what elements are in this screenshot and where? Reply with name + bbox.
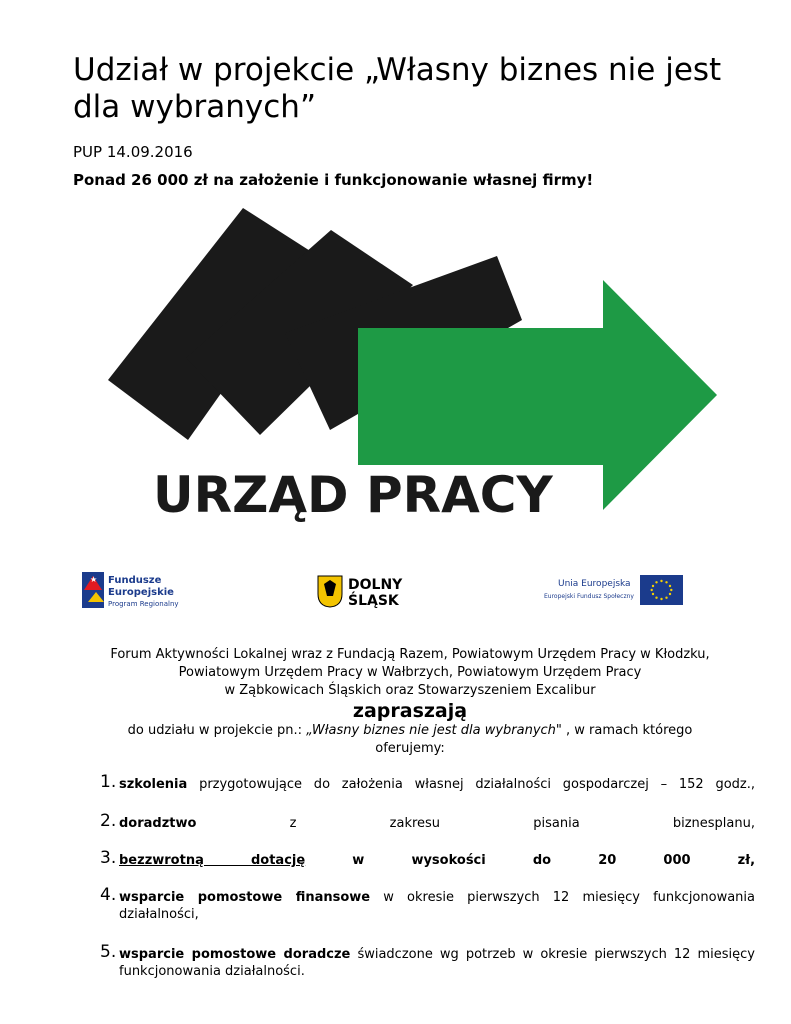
- unia-europejska-logo: [540, 574, 685, 606]
- svg-text:Program Regionalny: Program Regionalny: [108, 600, 179, 608]
- dolny-slask-logo: [316, 574, 426, 608]
- svg-text:★: ★: [90, 575, 98, 584]
- list-item: 5. wsparcie pomostowe doradcze świadczone wg potrzeb w okresie pierwszych 12 miesięcy funkcjonowania działalności.: [100, 942, 755, 979]
- urzad-pracy-logo: [100, 200, 720, 530]
- page-title: Udział w projekcie „Własny biznes nie jest dla wybranych”: [73, 52, 722, 125]
- urzad-pracy-wordmark: URZĄD PRACY: [153, 466, 553, 524]
- svg-text:DOLNY: DOLNY: [348, 577, 403, 593]
- project-name: „Własny biznes nie jest dla wybranych: [306, 723, 556, 738]
- offers-list: [100, 772, 756, 980]
- urzad-pracy-logo-graphic: [100, 200, 720, 530]
- publication-date: PUP 14.09.2016: [73, 143, 193, 161]
- list-item: 1. szkolenia przygotowujące do założenia własnej działalności gospodarczej – 152 godz.,: [100, 772, 755, 792]
- svg-text:Unia Europejska: Unia Europejska: [558, 579, 631, 589]
- list-item: 4. wsparcie pomostowe finansowe w okresie pierwszych 12 miesięcy funkcjonowania działalności,: [100, 885, 755, 922]
- invitation-block: [70, 646, 750, 758]
- eu-flag-icon: [640, 575, 683, 605]
- svg-text:ŚLĄSK: ŚLĄSK: [348, 593, 399, 608]
- list-item: 2. doradztwo z zakresu pisania biznesplanu,: [100, 811, 755, 831]
- fundusze-europejskie-logo: [82, 570, 202, 610]
- intro-line: w Ząbkowicach Śląskich oraz Stowarzyszeniem Excalibur: [224, 683, 596, 698]
- svg-text:Fundusze: Fundusze: [108, 575, 162, 586]
- list-item: 3. bezzwrotną dotację w wysokości do 20 000 zł,: [100, 848, 756, 868]
- intro-line: do udziału w projekcie pn.: „Własny biznes nie jest dla wybranych" , w ramach którego: [127, 723, 693, 738]
- intro-line: Powiatowym Urzędem Pracy w Wałbrzych, Powiatowym Urzędem Pracy: [178, 665, 642, 680]
- lead-text: Ponad 26 000 zł na założenie i funkcjonowanie własnej firmy!: [73, 171, 594, 189]
- funding-logos-bar: [0, 560, 791, 620]
- svg-text:Europejskie: Europejskie: [108, 587, 174, 598]
- intro-line: oferujemy:: [375, 741, 445, 756]
- invite-heading: zapraszają: [352, 700, 468, 722]
- svg-text:Europejski Fundusz Społeczny: Europejski Fundusz Społeczny: [544, 593, 634, 600]
- intro-line: Forum Aktywności Lokalnej wraz z Fundacją Razem, Powiatowym Urzędem Pracy w Kłodzku,: [110, 647, 710, 662]
